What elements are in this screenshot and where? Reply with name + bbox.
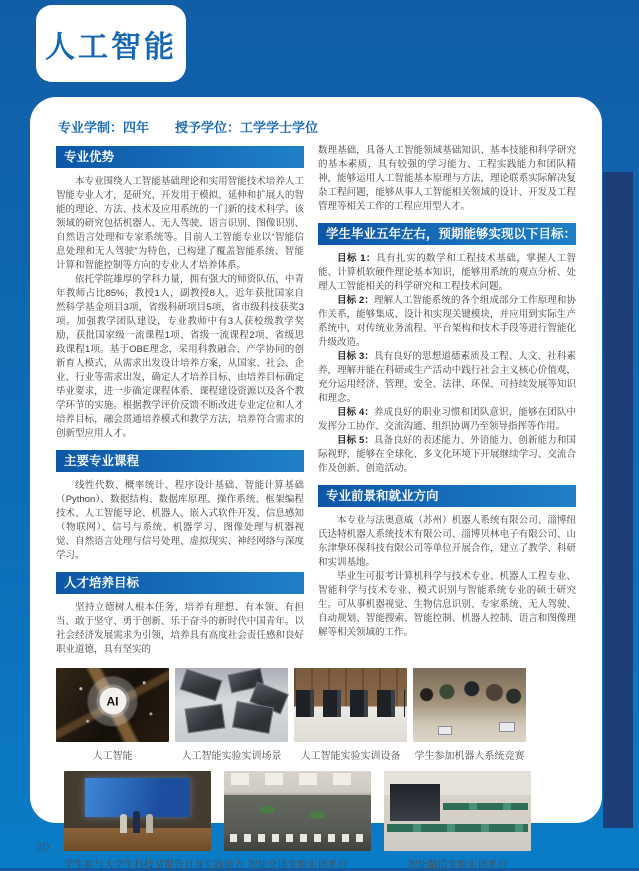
goal-label-4: 目标 4： (336, 407, 375, 418)
person-shape (120, 814, 127, 833)
person-shape (146, 814, 153, 833)
photo-caption: 人工智能实验实训场景 (181, 751, 282, 762)
green-patch (309, 811, 325, 819)
robot-machines-row (296, 690, 405, 717)
advantage-paragraph-2: 依托学院雄厚的学科力量，拥有强大的师资队伍，中青年教师占比85%，教授1人，副教授8人，近年获批国家自然科学基金项目3项，省级科研项目5项，省市级科技获奖3项。加强教学团队建设，专业教师中有3人获校级教学奖励，获批国家级一流课程1项、省级一流课程2项、省级思政课程1项。基于OBE理念，采用科教融合、产学协同的创新育人模式，从需求出发设计培养方案，从国家、社会、企业、行业等需求出发，确定人才培养目标，由培养目标确定毕业要求，进一步确定课程体系、课程建设资源以及各个教学环节的实施。根据教学评价反馈不断改进专业定位和人才培养目标，融会贯通培养模式和教学方法，培养符合需求的创新型应用人才。 (56, 274, 304, 439)
photo-figure-traffic-platform (224, 771, 371, 871)
photo-manufacturing-lab-image (384, 771, 531, 851)
lab-bench (443, 803, 528, 810)
lab-bench (387, 824, 528, 832)
goal-text-4: 养成良好的职业习惯和团队意识，能够在团队中发挥分工协作、交流沟通、组织协调乃至领导指挥等作用。 (317, 407, 576, 432)
right-accent-stripe (603, 172, 633, 828)
photo-row-1 (56, 668, 576, 762)
photo-traffic-platform-image (224, 771, 371, 851)
goal-label-1: 目标 1： (336, 253, 377, 264)
left-column (56, 144, 304, 657)
goal-label-5: 目标 5： (336, 435, 375, 446)
photo-figure-science-festival (64, 771, 244, 871)
ceiling-lights (231, 773, 363, 785)
photo-caption: 智能交通实验实训平台 (247, 860, 348, 871)
training-paragraph-left: 坚持立德树人根本任务，培养有理想、有本领、有担当、敢于坚守、勇于创新、乐于奋斗的新时代中国青年。以社会经济发展需求为引领，培养具有高度社会责任感和良好职业道德，具有坚实的 (56, 602, 304, 655)
advantage-paragraph-1: 本专业围绕人工智能基础理论和实用智能技术培养人工智能专业人才，是研究、开发用于模拟、延伸和扩展人的智能的理论、方法、技术及应用系统的一门新的技术科学。该领域的研究包括机器人、无人驾驶、语言识别、图像识别、自然语言处理和专家系统等。目前人工智能专业以“智能信息处理和无人驾驶”为特色，已构建了覆盖智能系统、智能计算和智能控制等方向的专业人才培养体系。 (56, 176, 304, 271)
page-number: 30 (36, 840, 50, 854)
photo-award-stage-image (64, 771, 211, 851)
career-paragraph-2: 毕业生可报考计算机科学与技术专业、机器人工程专业、智能科学与技术专业、模式识别与智能系统专业的硕士研究生。可从事机器视觉、生物信息识别、专家系统、无人驾驶、自动规划、智能搜索、智能控制、机器人控制、语言和图像理解等相关领域的工作。 (317, 571, 576, 638)
photo-equipment-cases-image (175, 668, 288, 742)
program-schooling: 专业学制：四年 (58, 120, 150, 135)
text-columns (56, 144, 576, 657)
program-meta (58, 117, 576, 136)
photo-caption: 人工智能实验实训设备 (300, 751, 401, 762)
photo-robot-devices-image (294, 668, 407, 742)
section-header-training: 人才培养目标 (56, 572, 304, 594)
photo-figure-training-devices (294, 668, 407, 762)
section-header-courses: 主要专业课程 (56, 450, 304, 472)
goal-item-1 (318, 252, 576, 294)
road-markings (230, 834, 365, 842)
case-shape (179, 669, 222, 702)
goal-label-2: 目标 2： (336, 295, 375, 306)
photo-row-2 (64, 771, 576, 871)
goal-item-4 (318, 406, 576, 434)
page-title-tab (36, 5, 186, 82)
photo-caption: 学生参与大学生科技节提升自身实践能力 (64, 860, 244, 871)
goal-text-5: 具备良好的表述能力、外语能力、创新能力和国际视野，能够在全球化、多文化环境下开展继续学习、交流合作及创新、创造活动。 (317, 435, 576, 474)
photo-caption: 人工智能 (92, 751, 133, 762)
photo-competition-image (413, 668, 526, 742)
section-header-goals: 学生毕业五年左右，预期能够实现以下目标： (318, 223, 576, 245)
case-shape (185, 704, 227, 734)
laptop-shape (438, 726, 452, 735)
page-title: 人工智能 (45, 30, 177, 64)
program-degree: 授予学位：工学学士学位 (175, 120, 319, 135)
right-column (318, 144, 576, 657)
equipment-block (390, 784, 440, 821)
photo-figure-training-scene (175, 668, 288, 762)
goal-item-2 (318, 294, 576, 350)
photo-caption: 学生参加机器人系统竞赛 (414, 751, 525, 762)
goal-text-2: 理解人工智能系统的各个组成部分工作原理和协作关系，能够集成、设计和实现关键模块，并应用到实际生产系统中，对传统业务流程、平台架构和技术手段等进行智能化升级改造。 (317, 295, 576, 348)
person-shape (133, 811, 140, 833)
photo-figure-ai (56, 668, 169, 762)
goal-text-1: 具有扎实的数学和工程技术基础，掌握人工智能、计算机软硬件理论基本知识，能够用系统的观点分析、处理人工智能相关的科学研究和工程技术问题。 (317, 253, 576, 292)
photo-ai-city-image (56, 668, 169, 742)
green-patch (259, 806, 275, 814)
ai-badge-icon: AI (99, 688, 126, 715)
photo-caption: 智能制造实验实训平台 (407, 860, 508, 871)
section-header-advantage: 专业优势 (56, 146, 304, 168)
photo-figure-manufacturing-platform (384, 771, 531, 871)
goal-label-3: 目标 3： (336, 351, 375, 362)
photo-gallery (56, 668, 576, 871)
goal-item-5 (318, 434, 576, 476)
goal-text-3: 具有良好的思想道德素质及工程、人文、社科素养，理解并能在科研或生产活动中践行社会主义核心价值观，充分运用经济、管理、安全、法律、环保、可持续发展等知识和理念。 (317, 351, 576, 404)
photo-figure-robot-competition (413, 668, 526, 762)
section-header-career: 专业前景和就业方向 (318, 485, 576, 507)
goal-item-3 (318, 350, 576, 406)
courses-paragraph: 线性代数、概率统计、程序设计基础、智能计算基础（Python）、数据结构、数据库原理、操作系统、框架编程技术、人工智能导论、机器人、嵌入式软件开发、信息感知（物联网）、信号与系统、机器学习、图像处理与机器视觉、自然语言处理与信号处理、虚拟现实、神经网络与深度学习。 (56, 480, 304, 561)
laptop-shape (499, 722, 515, 732)
career-paragraph-1: 本专业与法奥意威（苏州）机器人系统有限公司、淄博纽氏达特机器人系统技术有限公司、淄博贝林电子有限公司、山东津挚环保科技有限公司等单位开展合作，建立了教学、科研和实训基地。 (317, 515, 576, 568)
training-paragraph-right: 数理基础，具备人工智能领域基础知识、基本技能和科学研究的基本素质，具有较强的学习能力、工程实践能力和团队精神，能够运用人工智能基本原理与方法，理论联系实际解决复杂工程问题，能够从事人工智能相关领域的设计、开发及工程管理等相关工作的工程应用型人才。 (317, 145, 576, 212)
